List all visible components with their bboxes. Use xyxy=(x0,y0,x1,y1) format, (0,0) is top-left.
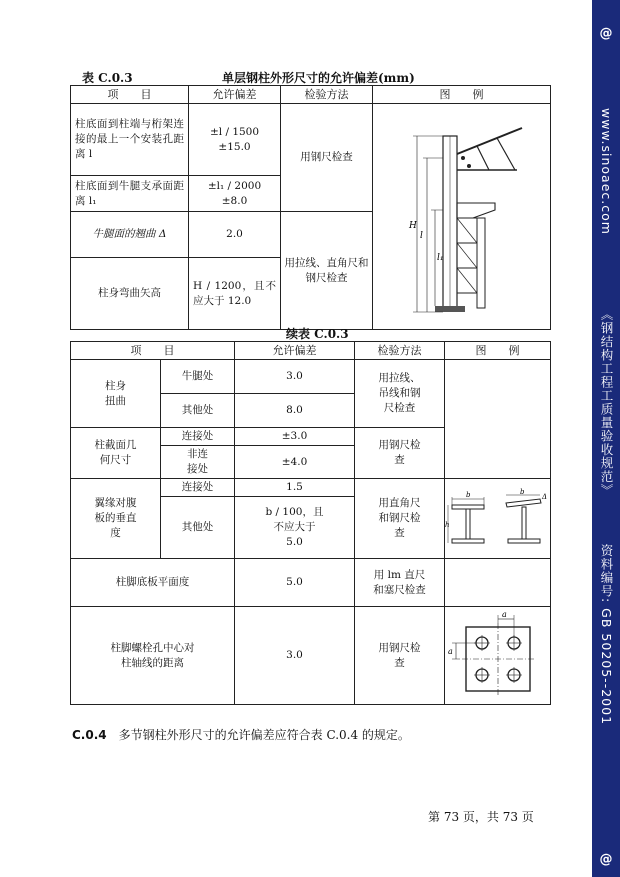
table2-header-item: 项 目 xyxy=(71,342,235,360)
tolerance-line: ±15.0 xyxy=(218,140,251,153)
table2-header-tolerance: 允许偏差 xyxy=(235,342,355,360)
table1-header-method: 检验方法 xyxy=(281,86,373,104)
twist-item xyxy=(71,360,161,428)
page-footer: 第 73 页，共 73 页 xyxy=(428,810,534,824)
flange-method-label: 用直角尺和钢尺检查 xyxy=(378,497,421,539)
section-tolerance-nonjoint: ±4.0 xyxy=(235,446,355,479)
table2-title: 续表 C.0.3 xyxy=(286,327,349,341)
table2-header-method: 检验方法 xyxy=(355,342,445,360)
figure-label-delta: Δ xyxy=(541,492,547,501)
flange-item-label: 翼缘对腹板的垂直度 xyxy=(94,497,137,539)
section-item xyxy=(71,428,161,479)
sidebar-book-title: 《钢结构工程工质量验收规范》 xyxy=(599,307,614,497)
bolt-figure-cell xyxy=(445,607,551,705)
flange-sub-joint: 连接处 xyxy=(161,479,235,497)
tolerance-line: ±l / 1500 xyxy=(209,125,260,138)
figure-label-h: h xyxy=(444,520,450,529)
section-tolerance-joint: ±3.0 xyxy=(235,428,355,446)
flange-item xyxy=(71,479,161,559)
section-item-label: 柱截面几何尺寸 xyxy=(94,439,137,466)
figure-label-a-left: a xyxy=(447,646,453,656)
figure-label-l: l xyxy=(419,230,423,241)
table1-row-tolerance xyxy=(189,104,281,176)
twist-item-label: 柱身扭曲 xyxy=(105,379,126,407)
figure-label-b-right: b xyxy=(519,487,524,496)
twist-sub-corbel: 牛腿处 xyxy=(161,360,235,394)
base-item: 柱脚底板平面度 xyxy=(71,559,235,607)
steel-column-elevation-figure xyxy=(377,108,547,326)
sidebar-document-code: 资料编号: GB 50205--2001 xyxy=(599,543,614,725)
base-method xyxy=(355,559,445,607)
tolerance-line: ±8.0 xyxy=(221,194,248,207)
figure-label-a-top: a xyxy=(501,609,507,619)
table1-row-tolerance xyxy=(189,176,281,212)
table1-row-item: 柱身弯曲矢高 xyxy=(71,258,189,330)
at-symbol-bottom: @ xyxy=(599,852,613,867)
twist-sub-other: 其他处 xyxy=(161,394,235,428)
section-method-label: 用钢尺检查 xyxy=(378,439,421,466)
bolt-item xyxy=(71,607,235,705)
twist-tolerance-other: 8.0 xyxy=(235,394,355,428)
section-method xyxy=(355,428,445,479)
clause-paragraph xyxy=(72,726,410,743)
sidebar-banner xyxy=(592,0,620,877)
figure-label-l1: l₁ xyxy=(436,252,443,263)
section-sub-nonjoint-label: 非连接处 xyxy=(187,448,208,475)
base-tolerance: 5.0 xyxy=(235,559,355,607)
table2-header-figure: 图 例 xyxy=(445,342,551,360)
table1-figure-cell xyxy=(373,104,551,330)
i-beam-section-figure xyxy=(446,487,550,551)
base-method-label: 用 lm 直尺和塞尺检查 xyxy=(373,568,426,596)
table1-title: 单层钢柱外形尺寸的允许偏差(mm) xyxy=(222,71,415,85)
table1-header-figure: 图 例 xyxy=(373,86,551,104)
table1-row-item: 牛腿面的翘曲 Δ xyxy=(71,212,189,258)
bolt-hole-plan-figure xyxy=(446,609,550,703)
table2 xyxy=(70,341,551,705)
clause-text: 多节钢柱外形尺寸的允许偏差应符合表 C.0.4 的规定。 xyxy=(118,728,410,742)
twist-method-label: 用拉线、吊线和钢尺检查 xyxy=(378,372,421,414)
at-symbol-top: @ xyxy=(599,26,613,41)
bolt-item-label: 柱脚螺栓孔中心对柱轴线的距离 xyxy=(110,641,195,669)
figure-label-b-left: b xyxy=(465,490,470,499)
table1-header-tolerance: 允许偏差 xyxy=(189,86,281,104)
table1-method-2: 用拉线、直角尺和钢尺检查 xyxy=(281,212,373,330)
twist-method xyxy=(355,360,445,428)
table1-header-item: 项 目 xyxy=(71,86,189,104)
bolt-method-label: 用钢尺检查 xyxy=(378,641,421,669)
twist-tolerance-corbel: 3.0 xyxy=(235,360,355,394)
table1-row-item: 柱底面到牛腿支承面距离 l₁ xyxy=(71,176,189,212)
flange-figure-cell xyxy=(445,479,551,559)
flange-tolerance-other xyxy=(235,497,355,559)
table1-method-1: 用钢尺检查 xyxy=(281,104,373,212)
sidebar-website[interactable]: www.sinoaec.com xyxy=(599,108,614,235)
flange-tolerance-joint: 1.5 xyxy=(235,479,355,497)
table1-row-tolerance: 2.0 xyxy=(189,212,281,258)
tolerance-line: ±l₁ / 2000 xyxy=(207,179,262,192)
bolt-tolerance: 3.0 xyxy=(235,607,355,705)
table1-row-tolerance: H / 1200，且不应大于 12.0 xyxy=(189,258,281,330)
table1 xyxy=(70,85,551,330)
base-figure-blank xyxy=(445,559,551,607)
bolt-method xyxy=(355,607,445,705)
section-sub-nonjoint xyxy=(161,446,235,479)
table1-row-item: 柱底面到柱端与桁架连接的最上一个安装孔距离 l xyxy=(71,104,189,176)
flange-sub-other: 其他处 xyxy=(161,497,235,559)
twist-figure-blank xyxy=(445,360,551,479)
flange-method xyxy=(355,479,445,559)
clause-number: C.0.4 xyxy=(72,728,107,742)
figure-label-H: H xyxy=(408,220,417,231)
table1-id: 表 C.0.3 xyxy=(82,71,133,85)
sidebar-text xyxy=(592,108,620,768)
flange-tolerance-other-label: b / 100，且不应大于 5.0 xyxy=(265,506,324,548)
section-sub-joint: 连接处 xyxy=(161,428,235,446)
